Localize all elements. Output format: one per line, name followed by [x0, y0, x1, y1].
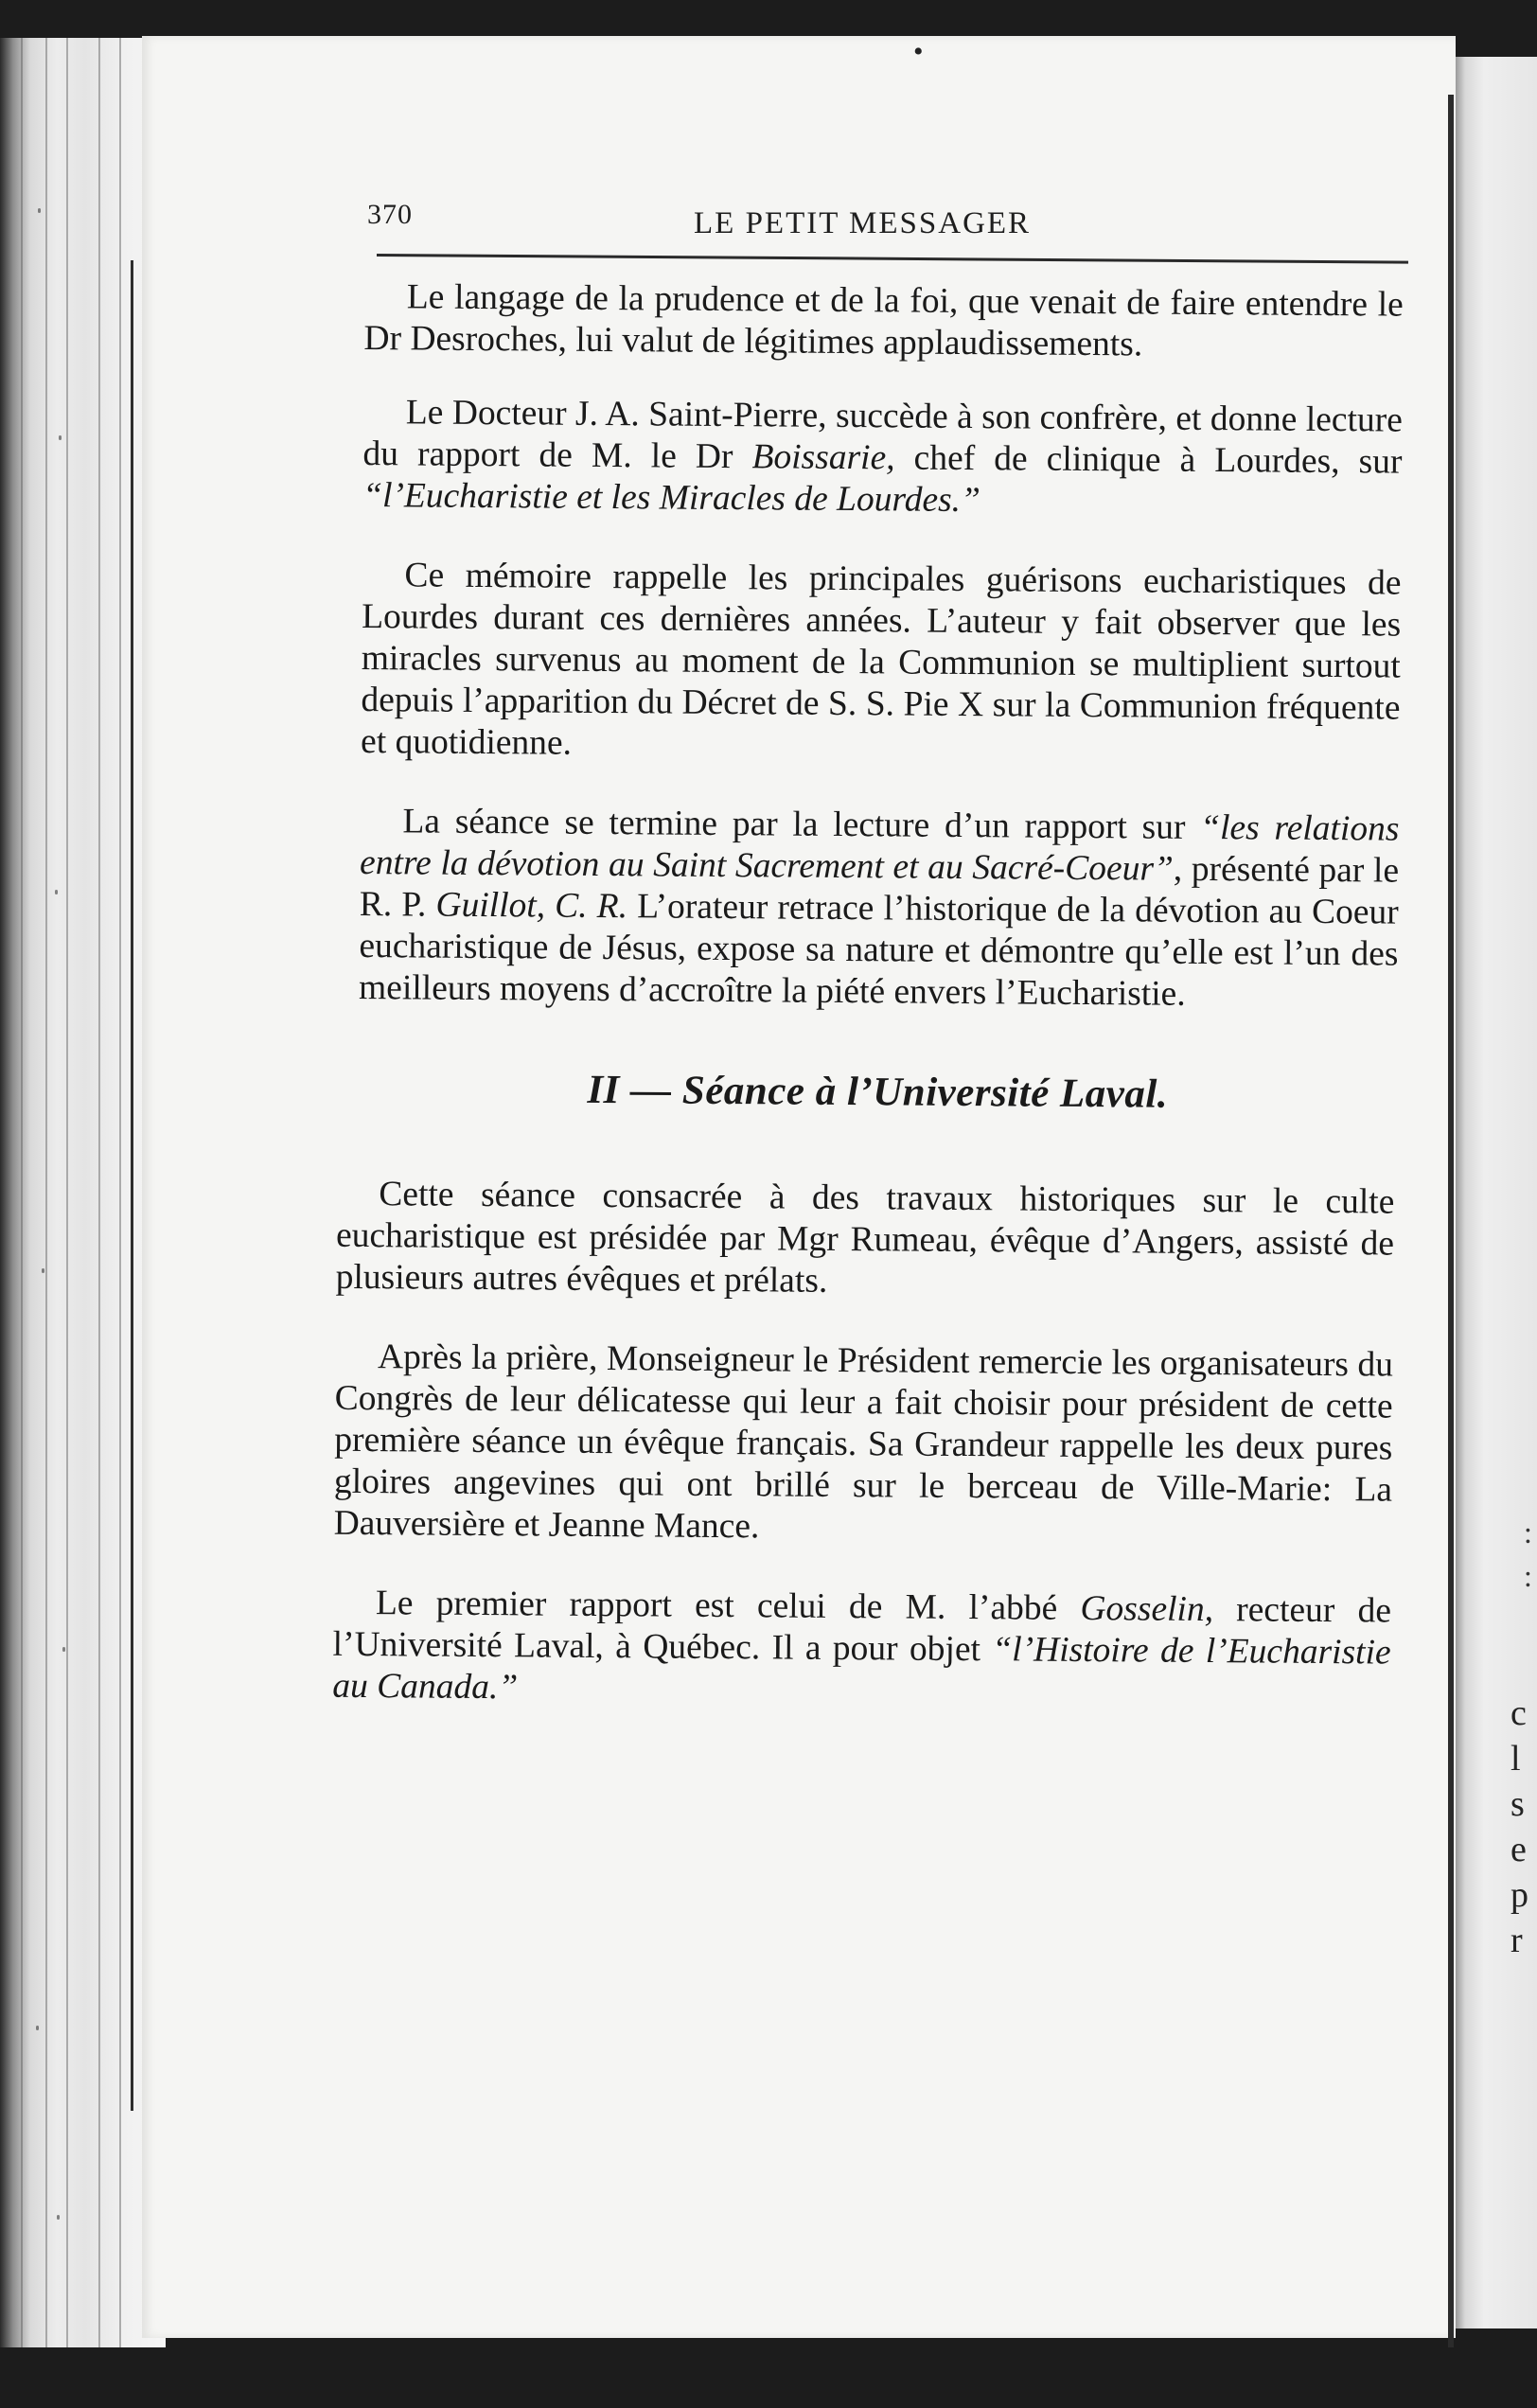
paragraph-text: Le premier rapport est celui de M. l’abbé: [375, 1584, 1081, 1628]
next-page-fragments: [1510, 1691, 1537, 1963]
paragraph-premier-rapport: [332, 1583, 1391, 1716]
paragraph-text: La séance se termine par la lecture d’un rapport sur: [402, 802, 1201, 847]
ink-mark: •: [913, 36, 924, 67]
italic-name: Guillot, C. R.: [435, 885, 628, 927]
page-header: [367, 189, 1413, 265]
next-page-letter: e: [1510, 1830, 1527, 1869]
paragraph-apres-priere: Après la prière, Monseigneur le Président remercie les organisateurs du Congrès de leur délicatesse qui leur a fait choisir pour président de cette première séance un évêque français. Sa Grandeur rappelle les deux pures gloires angevines qui ont brillé sur le berceau de Ville-Marie: La Dauversière et Jeanne Mance.: [333, 1337, 1394, 1547]
italic-title: “l’Eucharistie et les Miracles de Lourdes.”: [362, 475, 981, 521]
running-title: LE PETIT MESSAGER: [694, 206, 1032, 240]
italic-title: “l’Histoire de l’Eucharistie au Canada.”: [332, 1630, 1391, 1708]
page-body: [332, 276, 1404, 1754]
paragraph-seance-termine: [359, 801, 1400, 1018]
section-heading: II — Séance à l’Université Laval.: [587, 1067, 1169, 1117]
next-page-letter: c: [1510, 1693, 1527, 1733]
page-speck: [59, 435, 62, 440]
italic-name: Boissarie,: [751, 437, 895, 478]
page-speck: [38, 208, 41, 213]
next-page-letter: l: [1510, 1739, 1521, 1779]
page-speck: [36, 2026, 39, 2030]
page-edge-line: [66, 38, 68, 2347]
page-edge-stack: [0, 38, 166, 2347]
page-gutter-shadow: [1448, 95, 1454, 2347]
italic-title: “les relations entre la dévotion au Saint Sacrement et au Sacré-Coeur”: [359, 807, 1400, 889]
paragraph-text: chef de clinique à Lourdes, sur: [894, 438, 1403, 482]
page-speck: [62, 1647, 65, 1652]
page-speck: [42, 1268, 44, 1273]
section-content: [332, 1174, 1394, 1716]
paragraph-text: L’orateur retrace l’historique de la dévotion au Coeur eucharistique de Jésus, expose sa nature et démontre qu’elle est l’un des meilleurs moyens d’accroître la piété envers l’Eucharistie.: [358, 887, 1399, 1014]
paragraph-text: , présenté par le R. P.: [359, 849, 1400, 925]
page-number: 370: [367, 199, 413, 230]
paragraph-saint-pierre: [362, 392, 1403, 525]
paragraph-text: recteur de l’Université Laval, à Québec. Il a pour objet: [332, 1590, 1392, 1670]
next-page-stray-marks: : :: [1524, 1515, 1532, 1593]
next-page-slice: [1456, 57, 1537, 2328]
paragraph-seance-laval: Cette séance consacrée à des travaux historiques sur le culte eucharistique est présidée par Mgr Rumeau, évêque d’Angers, assisté de plusieurs autres évêques et prélats.: [335, 1175, 1395, 1301]
paragraph-memoire: Ce mémoire rappelle les principales guérisons eucharistiques de Lourdes durant ces dernières années. L’auteur y fait observer que les miracles survenus au moment de la Communion se multiplient surtout depuis l’apparition du Décret de S. S. Pie X sur la Communion fréquente et quotidienne.: [360, 556, 1402, 763]
header-rule: [377, 254, 1408, 264]
page-speck: [57, 2215, 60, 2220]
paragraph-text: Le Docteur J. A. Saint-Pierre, succède à son confrère, et donne lecture du rapport de M. le Dr: [362, 393, 1404, 477]
paragraph-applause: Le langage de la prudence et de la foi, que venait de faire entendre le Dr Desroches, lui valut de légitimes applaudissements.: [363, 277, 1404, 364]
page-speck: [55, 890, 58, 894]
next-page-letter: p: [1510, 1875, 1528, 1915]
italic-name: Gosselin,: [1080, 1588, 1214, 1630]
page-edge-line: [98, 38, 100, 2347]
next-page-letter: s: [1510, 1784, 1525, 1824]
margin-rule: [131, 260, 133, 2111]
page-edge-line: [45, 38, 47, 2347]
page-edge-line: [21, 38, 23, 2347]
page-edge-line: [119, 38, 121, 2347]
next-page-letter: r: [1510, 1921, 1523, 1960]
